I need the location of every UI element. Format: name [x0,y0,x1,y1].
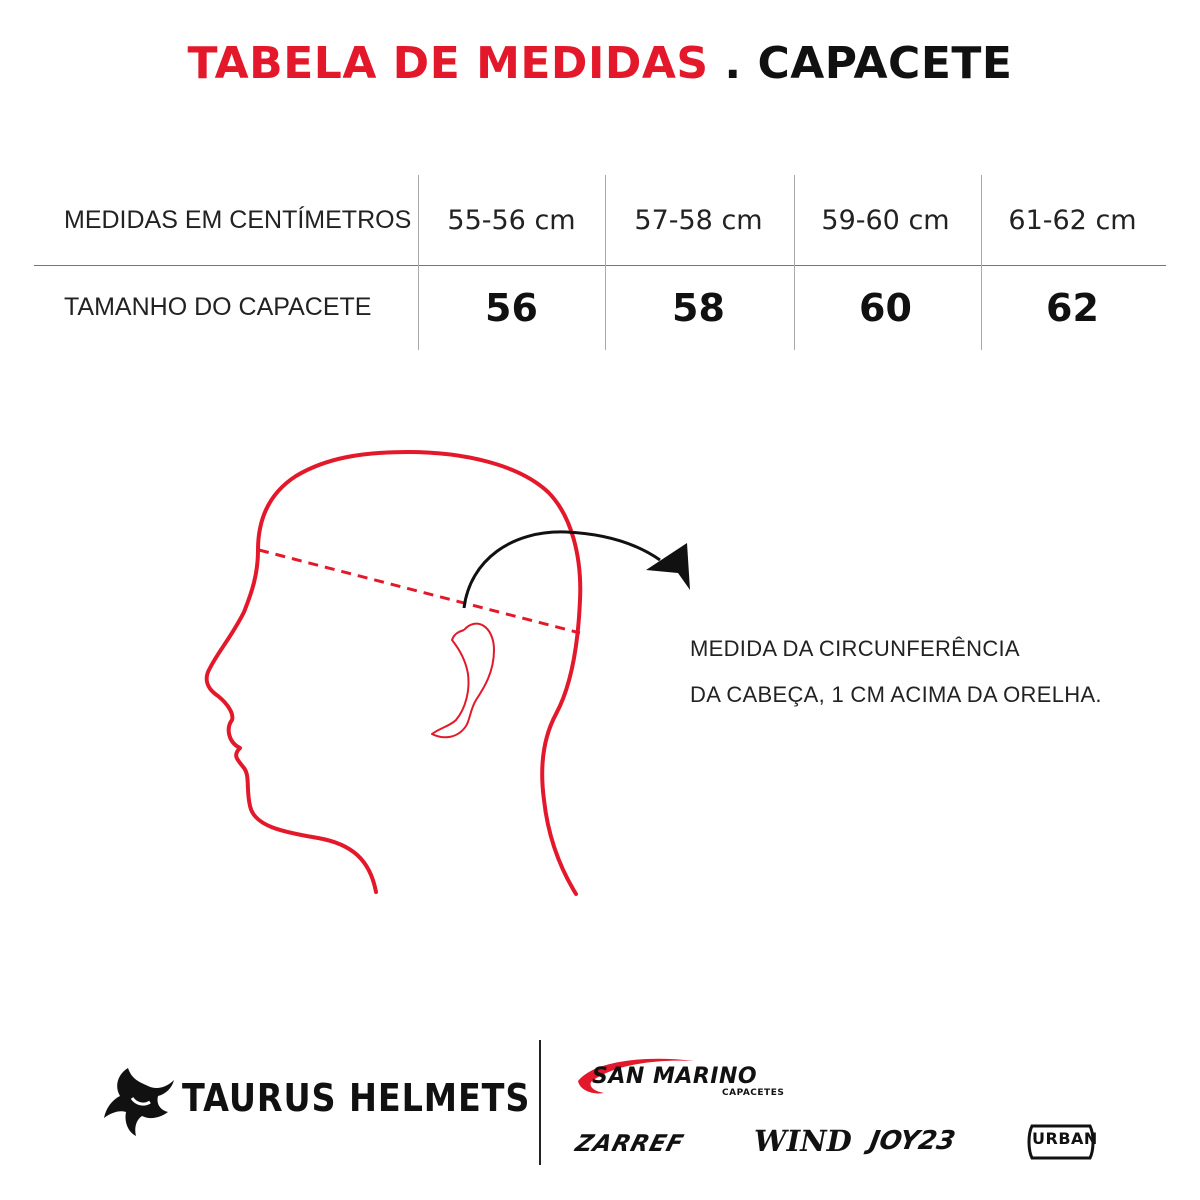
joy23-logo: JOY23 [867,1126,958,1156]
measurement-cell: 61-62 cm [1008,204,1137,236]
title-red-part: TABELA DE MEDIDAS [187,38,709,89]
urban-logo: URBAN [1032,1129,1098,1148]
taurus-brand-name: TAURUS HELMETS [182,1076,531,1120]
measurements-label: MEDIDAS EM CENTÍMETROS [64,205,412,234]
head-outline [207,452,581,894]
head-profile-icon [180,440,720,910]
san-marino-logo: SAN MARINO [592,1064,758,1089]
arrow-head-icon [646,543,690,590]
measurement-cell: 55-56 cm [447,204,576,236]
size-cell: 56 [485,285,538,330]
san-marino-subtitle: CAPACETES [722,1088,785,1098]
bull-horns-icon [100,1060,180,1140]
size-cell: 60 [859,285,912,330]
measurement-cell: 57-58 cm [634,204,763,236]
curved-arrow-icon [464,532,660,608]
caption-line-1: MEDIDA DA CIRCUNFERÊNCIA [690,636,1020,661]
ear-outline [432,624,494,738]
measurement-line [259,550,580,633]
sizes-label: TAMANHO DO CAPACETE [64,293,372,321]
size-cell: 62 [1046,285,1099,330]
title-dark-part: . CAPACETE [708,38,1013,89]
zarref-logo: ZARREF [572,1131,687,1157]
size-table [34,175,1166,350]
footer-divider [539,1040,541,1165]
measurement-cell: 59-60 cm [821,204,950,236]
caption-line-2: DA CABEÇA, 1 CM ACIMA DA ORELHA. [690,682,1102,707]
table-row-sizes [34,265,1166,350]
table-row-measurements [34,175,1166,265]
wind-logo: WIND [754,1124,852,1158]
page-title [0,38,1200,89]
size-cell: 58 [672,285,725,330]
